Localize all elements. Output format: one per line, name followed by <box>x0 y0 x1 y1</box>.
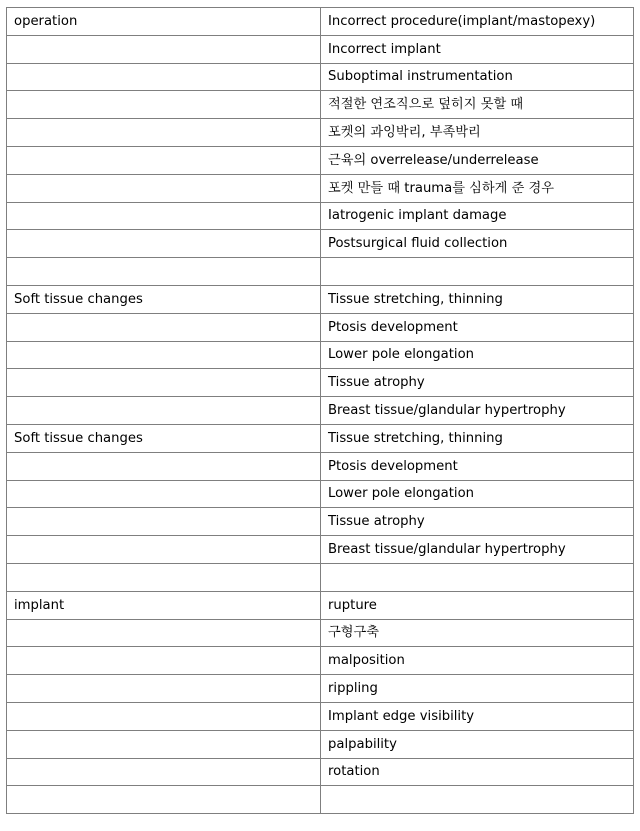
category-cell: implant <box>7 591 321 619</box>
item-cell: Tissue atrophy <box>321 369 634 397</box>
item-cell <box>321 258 634 286</box>
category-cell <box>7 341 321 369</box>
category-cell <box>7 369 321 397</box>
category-cell <box>7 758 321 786</box>
table-row <box>7 313 634 341</box>
item-cell: 포켓의 과잉박리, 부족박리 <box>321 119 634 147</box>
category-cell <box>7 174 321 202</box>
category-cell <box>7 619 321 647</box>
item-cell: Implant edge visibility <box>321 702 634 730</box>
category-cell <box>7 258 321 286</box>
item-cell: malposition <box>321 647 634 675</box>
item-cell <box>321 786 634 814</box>
item-cell: Postsurgical fluid collection <box>321 230 634 258</box>
category-cell <box>7 313 321 341</box>
item-cell: Ptosis development <box>321 452 634 480</box>
category-cell <box>7 397 321 425</box>
table-row-empty <box>7 563 634 591</box>
category-cell <box>7 146 321 174</box>
table-row <box>7 91 634 119</box>
category-cell: Soft tissue changes <box>7 424 321 452</box>
table-row <box>7 675 634 703</box>
category-cell <box>7 119 321 147</box>
item-cell: 적절한 연조직으로 덮히지 못할 때 <box>321 91 634 119</box>
category-cell <box>7 480 321 508</box>
category-cell <box>7 202 321 230</box>
category-cell <box>7 786 321 814</box>
table-row-empty <box>7 786 634 814</box>
item-cell: 포켓 만들 때 trauma를 심하게 준 경우 <box>321 174 634 202</box>
table-row <box>7 508 634 536</box>
category-cell <box>7 230 321 258</box>
item-cell: 근육의 overrelease/underrelease <box>321 146 634 174</box>
item-cell: palpability <box>321 730 634 758</box>
category-cell <box>7 563 321 591</box>
item-cell: Tissue atrophy <box>321 508 634 536</box>
item-cell: rotation <box>321 758 634 786</box>
category-cell: Soft tissue changes <box>7 285 321 313</box>
table-row <box>7 730 634 758</box>
table-row <box>7 591 634 619</box>
category-cell <box>7 63 321 91</box>
table-row <box>7 35 634 63</box>
table-row <box>7 397 634 425</box>
category-cell <box>7 508 321 536</box>
category-cell <box>7 91 321 119</box>
category-cell <box>7 675 321 703</box>
category-cell: operation <box>7 8 321 36</box>
complication-table <box>6 7 634 814</box>
table-row <box>7 452 634 480</box>
table-row <box>7 285 634 313</box>
table-row <box>7 369 634 397</box>
table-row <box>7 8 634 36</box>
item-cell: Suboptimal instrumentation <box>321 63 634 91</box>
table-row <box>7 119 634 147</box>
item-cell: 구형구축 <box>321 619 634 647</box>
item-cell: Ptosis development <box>321 313 634 341</box>
item-cell: rupture <box>321 591 634 619</box>
item-cell: Lower pole elongation <box>321 480 634 508</box>
table-row <box>7 424 634 452</box>
table-row <box>7 480 634 508</box>
item-cell <box>321 563 634 591</box>
item-cell: Breast tissue/glandular hypertrophy <box>321 397 634 425</box>
table-row <box>7 536 634 564</box>
category-cell <box>7 702 321 730</box>
table-row <box>7 63 634 91</box>
item-cell: Lower pole elongation <box>321 341 634 369</box>
category-cell <box>7 647 321 675</box>
category-cell <box>7 536 321 564</box>
category-cell <box>7 35 321 63</box>
item-cell: Breast tissue/glandular hypertrophy <box>321 536 634 564</box>
table-row <box>7 230 634 258</box>
table-row <box>7 202 634 230</box>
item-cell: Incorrect implant <box>321 35 634 63</box>
table-row-empty <box>7 258 634 286</box>
table-row <box>7 758 634 786</box>
table-row <box>7 174 634 202</box>
item-cell: rippling <box>321 675 634 703</box>
table-row <box>7 146 634 174</box>
table-row <box>7 647 634 675</box>
item-cell: Tissue stretching, thinning <box>321 424 634 452</box>
item-cell: Incorrect procedure(implant/mastopexy) <box>321 8 634 36</box>
item-cell: Tissue stretching, thinning <box>321 285 634 313</box>
table-row <box>7 619 634 647</box>
table-row <box>7 702 634 730</box>
table-row <box>7 341 634 369</box>
category-cell <box>7 730 321 758</box>
item-cell: Iatrogenic implant damage <box>321 202 634 230</box>
table-body <box>7 8 634 814</box>
category-cell <box>7 452 321 480</box>
